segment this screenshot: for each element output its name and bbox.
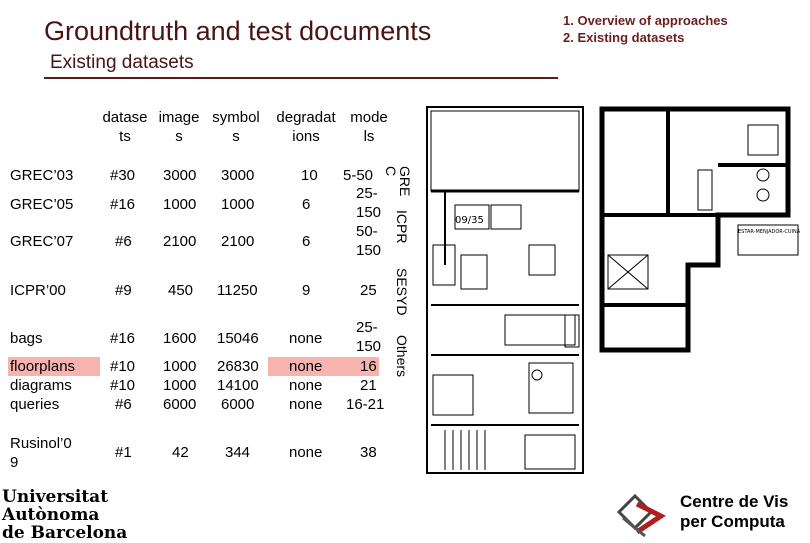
cvc-logo-icon (615, 492, 675, 538)
cvc-logo-line1: Centre de Vis (680, 492, 789, 511)
nav-item-datasets[interactable]: 2. Existing datasets (563, 30, 685, 45)
cell-bags-images: 1600 (163, 330, 197, 347)
svg-text:ESTAR-MENJADOR-CUINA: ESTAR-MENJADOR-CUINA (738, 229, 801, 235)
cell-queries-datasets: #6 (115, 396, 132, 413)
header-models: mode ls (350, 109, 388, 145)
cell-rusinol09-images: 42 (172, 444, 189, 461)
group-label-others: Others (394, 335, 410, 378)
cell-grec03-datasets: #30 (110, 167, 136, 184)
cell-rusinol09-symbols: 344 (225, 444, 251, 461)
cell-bags-models: 25- 150 (356, 319, 382, 355)
cell-icpr00-models: 25 (360, 282, 377, 299)
cell-grec05-datasets: #16 (110, 196, 136, 213)
group-label-sesyd: SESYD (394, 268, 410, 316)
cell-floorplans-degradations: none (289, 358, 323, 375)
cell-icpr00-images: 450 (168, 282, 194, 299)
cell-rusinol09-datasets: #1 (115, 444, 132, 461)
cell-grec03-symbols: 3000 (221, 167, 255, 184)
group-label-grec: GRE C (383, 166, 413, 197)
cell-diagrams-models: 21 (360, 377, 377, 394)
row-label-diagrams: diagrams (10, 377, 72, 394)
cell-grec03-degradations: 10 (301, 167, 318, 184)
cell-grec07-images: 2100 (163, 233, 197, 250)
slide-title: Groundtruth and test documents (44, 16, 432, 46)
cell-bags-datasets: #16 (110, 330, 136, 347)
row-label-grec03: GREC’03 (10, 167, 74, 184)
cell-icpr00-symbols: 11250 (217, 282, 258, 299)
uab-logo-line3: de Barcelona (2, 523, 128, 543)
row-label-grec05: GREC’05 (10, 196, 74, 213)
cell-rusinol09-models: 38 (360, 444, 377, 461)
cell-queries-images: 6000 (163, 396, 197, 413)
cell-queries-symbols: 6000 (221, 396, 255, 413)
cell-grec03-images: 3000 (163, 167, 197, 184)
cell-grec03-models: 5-50 (343, 167, 374, 184)
cell-grec05-images: 1000 (163, 196, 197, 213)
cell-grec05-symbols: 1000 (221, 196, 255, 213)
cell-diagrams-images: 1000 (163, 377, 197, 394)
uab-logo-line1: Universitat (2, 487, 109, 507)
cell-grec07-symbols: 2100 (221, 233, 255, 250)
cell-icpr00-degradations: 9 (302, 282, 311, 299)
cell-queries-degradations: none (289, 396, 323, 413)
slide-subtitle: Existing datasets (50, 52, 194, 73)
cell-floorplans-symbols: 26830 (217, 358, 259, 375)
floorplan-image-right (598, 105, 810, 355)
header-degradations: degradat ions (276, 109, 336, 145)
cell-diagrams-datasets: #10 (110, 377, 136, 394)
group-label-icpr: ICPR (394, 210, 410, 244)
cell-diagrams-symbols: 14100 (217, 377, 259, 394)
header-symbols: symbol s (212, 109, 260, 145)
cell-grec05-degradations: 6 (302, 196, 311, 213)
nav-item-overview[interactable]: 1. Overview of approaches (563, 13, 728, 28)
cell-floorplans-models: 16 (360, 358, 377, 375)
cell-rusinol09-degradations: none (289, 444, 323, 461)
title-divider (44, 77, 558, 79)
cell-grec07-degradations: 6 (302, 233, 311, 250)
cell-queries-models: 16-21 (346, 396, 385, 413)
cell-grec07-datasets: #6 (115, 233, 132, 250)
uab-logo (2, 488, 127, 542)
cell-floorplans-datasets: #10 (110, 358, 136, 375)
header-datasets: datase ts (102, 109, 148, 145)
cell-floorplans-images: 1000 (163, 358, 197, 375)
svg-text:09/35: 09/35 (455, 215, 484, 226)
cell-diagrams-degradations: none (289, 377, 323, 394)
row-label-icpr00: ICPR’00 (10, 282, 66, 299)
row-label-bags: bags (10, 330, 43, 347)
row-label-rusinol09: Rusinol’0 9 (10, 435, 72, 471)
row-label-queries: queries (10, 396, 60, 413)
header-images: image s (158, 109, 200, 145)
cell-bags-symbols: 15046 (217, 330, 259, 347)
row-label-floorplans: floorplans (10, 358, 76, 375)
cell-bags-degradations: none (289, 330, 323, 347)
uab-logo-line2: Autònoma (2, 505, 100, 525)
cell-grec07-models: 50- 150 (356, 223, 382, 259)
outline-nav (563, 12, 728, 46)
cvc-logo-line2: per Computa (680, 512, 785, 531)
floorplan-image-left (425, 105, 585, 475)
cell-grec05-models: 25- 150 (356, 185, 382, 221)
cell-icpr00-datasets: #9 (115, 282, 132, 299)
row-label-grec07: GREC’07 (10, 233, 74, 250)
cvc-logo-text (680, 492, 788, 532)
